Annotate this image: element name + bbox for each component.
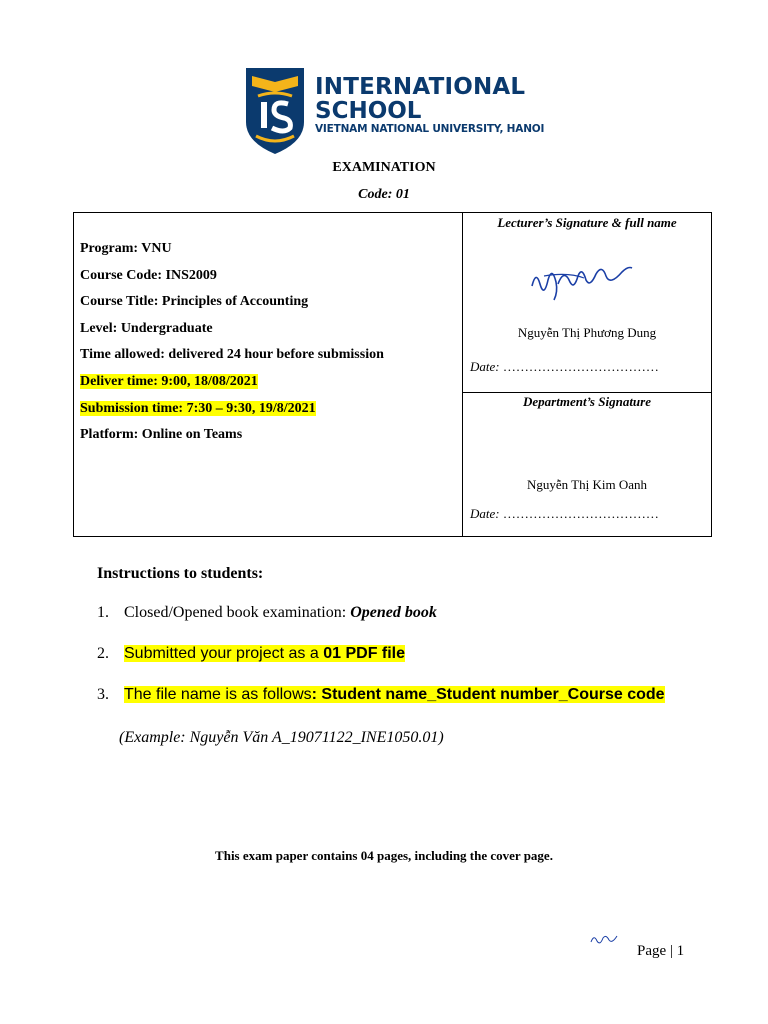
department-date-blank: ………………………………	[499, 506, 659, 521]
department-date-label: Date:	[470, 506, 500, 521]
instruction-item-1	[97, 604, 437, 622]
instruction-number: 1.	[97, 604, 109, 621]
school-logo	[244, 66, 545, 156]
instruction-item-3	[97, 686, 665, 704]
file-name-example: (Example: Nguyễn Văn A_19071122_INE1050.01)	[119, 729, 444, 746]
department-signature-block	[463, 392, 711, 538]
lecturer-date	[470, 359, 659, 375]
exam-info-table	[73, 212, 712, 537]
lecturer-signature-block	[463, 213, 711, 393]
instruction-emphasis: 01 PDF file	[323, 645, 406, 662]
exam-title: EXAMINATION	[332, 160, 436, 175]
instruction-item-2	[97, 645, 405, 663]
department-date	[470, 506, 659, 522]
page-number: Page | 1	[637, 943, 685, 959]
instruction-text: The file name is as follows	[124, 686, 312, 703]
platform-line: Platform: Online on Teams	[80, 427, 243, 443]
lecturer-signature-heading: Lecturer’s Signature & full name	[497, 215, 677, 230]
course-title-line: Course Title: Principles of Accounting	[80, 294, 309, 310]
instruction-emphasis: : Student name_Student number_Course code	[311, 686, 665, 703]
page-count-note: This exam paper contains 04 pages, including the cover page.	[215, 848, 553, 863]
submission-time-line: Submission time: 7:30 – 9:30, 19/8/2021	[80, 400, 316, 416]
lecturer-date-label: Date:	[470, 359, 500, 374]
lecturer-signature-image	[518, 258, 638, 308]
department-name: Nguyễn Thị Kim Oanh	[527, 477, 647, 492]
logo-line-2: SCHOOL	[315, 98, 422, 124]
level-line: Level: Undergraduate	[80, 320, 213, 336]
logo-line-1: INTERNATIONAL	[315, 74, 526, 100]
department-signature-heading: Department’s Signature	[523, 394, 651, 409]
instruction-number: 3.	[97, 686, 109, 703]
course-code-line: Course Code: INS2009	[80, 267, 217, 283]
signatures-cell	[463, 213, 711, 536]
instruction-text: Submitted your project as a	[124, 645, 324, 662]
instruction-number: 2.	[97, 645, 109, 662]
instructions-title: Instructions to students:	[97, 565, 264, 582]
school-emblem-icon	[244, 66, 306, 156]
logo-line-3: VIETNAM NATIONAL UNIVERSITY, HANOI	[315, 123, 545, 135]
exam-code: Code: 01	[358, 187, 410, 202]
lecturer-date-blank: ………………………………	[499, 359, 659, 374]
footer-initials-signature	[589, 932, 619, 948]
time-allowed-line: Time allowed: delivered 24 hour before submission	[80, 347, 384, 363]
lecturer-name: Nguyễn Thị Phương Dung	[517, 325, 657, 340]
program-line: Program: VNU	[80, 241, 172, 256]
instruction-emphasis: Opened book	[350, 604, 437, 621]
exam-details-cell	[74, 213, 463, 536]
deliver-time-line: Deliver time: 9:00, 18/08/2021	[80, 373, 258, 389]
logo-wordmark	[315, 74, 544, 136]
instruction-text: Closed/Opened book examination:	[124, 604, 351, 621]
